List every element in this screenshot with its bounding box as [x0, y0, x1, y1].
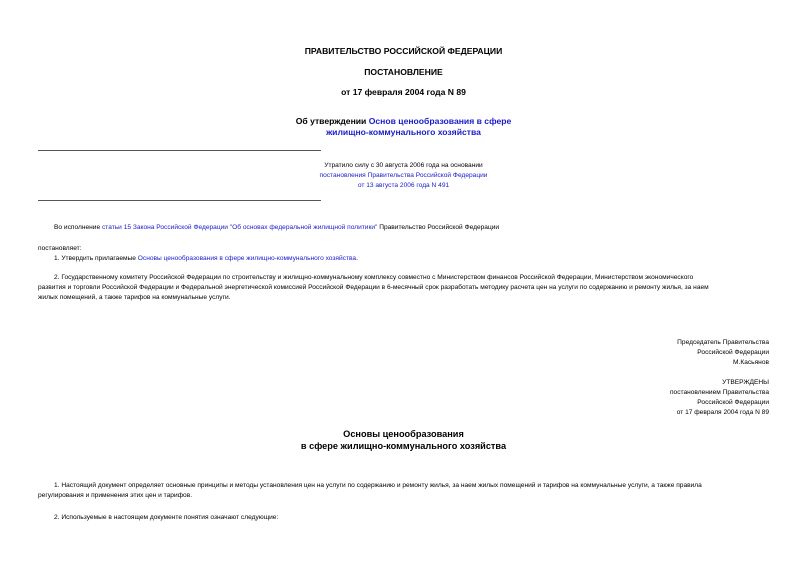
- title-link[interactable]: Основ ценообразования в сфере: [368, 116, 512, 126]
- signature-title: Председатель Правительства: [677, 339, 769, 346]
- signature-name: М.Касьянов: [733, 359, 769, 366]
- signature-block: [677, 338, 769, 368]
- document-title: [0, 116, 807, 138]
- divider-top: [38, 150, 321, 151]
- approval-block: [670, 378, 769, 418]
- law-article-link[interactable]: статьи 15 Закона Российской Федерации "Об основах федеральной жилищной политики": [101, 224, 378, 231]
- item-1-prefix: 1. Утвердить прилагаемые: [54, 255, 138, 262]
- basics-link[interactable]: Основы ценообразования в сфере жилищно-коммунального хозяйства: [137, 255, 357, 262]
- approval-date: от 17 февраля 2004 года N 89: [676, 409, 769, 416]
- signature-country: Российской Федерации: [697, 349, 769, 356]
- basics-paragraph-2: 2. Используемые в настоящем документе понятия означают следующие:: [54, 514, 279, 521]
- status-note: [0, 161, 807, 191]
- intro-paragraph: [54, 223, 499, 233]
- status-note-line: Утратило силу с 30 августа 2006 года на основании: [324, 162, 483, 169]
- status-note-link-date[interactable]: от 13 августа 2006 года N 491: [357, 182, 450, 189]
- government-heading: ПРАВИТЕЛЬСТВО РОССИЙСКОЙ ФЕДЕРАЦИИ: [304, 46, 503, 56]
- resolves-text: постановляет:: [38, 245, 82, 252]
- basics-title-line-2: в сфере жилищно-коммунального хозяйства: [300, 441, 507, 451]
- status-note-link[interactable]: постановления Правительства Российской Федерации: [319, 172, 488, 179]
- intro-suffix: Правительство Российской Федерации: [377, 224, 500, 231]
- document-type-heading: ПОСТАНОВЛЕНИЕ: [364, 67, 443, 77]
- item-2-line-1: 2. Государственному комитету Российской Федерации по строительству и жилищно-коммунальному комплексу совместно с Министерством финансов Российской Федерации, Министерством экономического: [54, 274, 694, 281]
- approval-line-2: постановлением Правительства: [669, 389, 769, 396]
- title-link-continued[interactable]: жилищно-коммунального хозяйства: [326, 127, 481, 137]
- basics-paragraph-1: [38, 481, 768, 501]
- basics-paragraph-1-line-1: 1. Настоящий документ определяет основные принципы и методы установления цен на услуги по содержанию и ремонту жилья, за наем жилых помещений и тарифов на коммунальные услуги, а также правила: [54, 482, 702, 489]
- approval-heading: УТВЕРЖДЕНЫ: [722, 379, 769, 386]
- basics-title: [0, 428, 807, 452]
- item-1-suffix: .: [356, 255, 358, 262]
- item-1: [54, 254, 358, 264]
- item-2-line-3: жилых помещений, а также тарифов на коммунальные услуги.: [38, 294, 231, 301]
- basics-title-line-1: Основы ценообразования: [343, 429, 464, 439]
- document-date-number: от 17 февраля 2004 года N 89: [341, 87, 466, 97]
- title-prefix: Об утверждении: [295, 116, 369, 126]
- divider-bottom: [38, 200, 321, 201]
- intro-prefix: Во исполнение: [54, 224, 102, 231]
- item-2: [38, 273, 768, 303]
- basics-paragraph-1-line-2: регулирования и применения этих цен и тарифов.: [38, 492, 193, 499]
- approval-line-3: Российской Федерации: [697, 399, 769, 406]
- item-2-line-2: развития и торговли Российской Федерации и Федеральной энергетической комиссией Российской Федерации в 6-месячный срок разработать методику расчета цен на услуги по содержанию и ремонту жилья, за наем: [38, 284, 709, 291]
